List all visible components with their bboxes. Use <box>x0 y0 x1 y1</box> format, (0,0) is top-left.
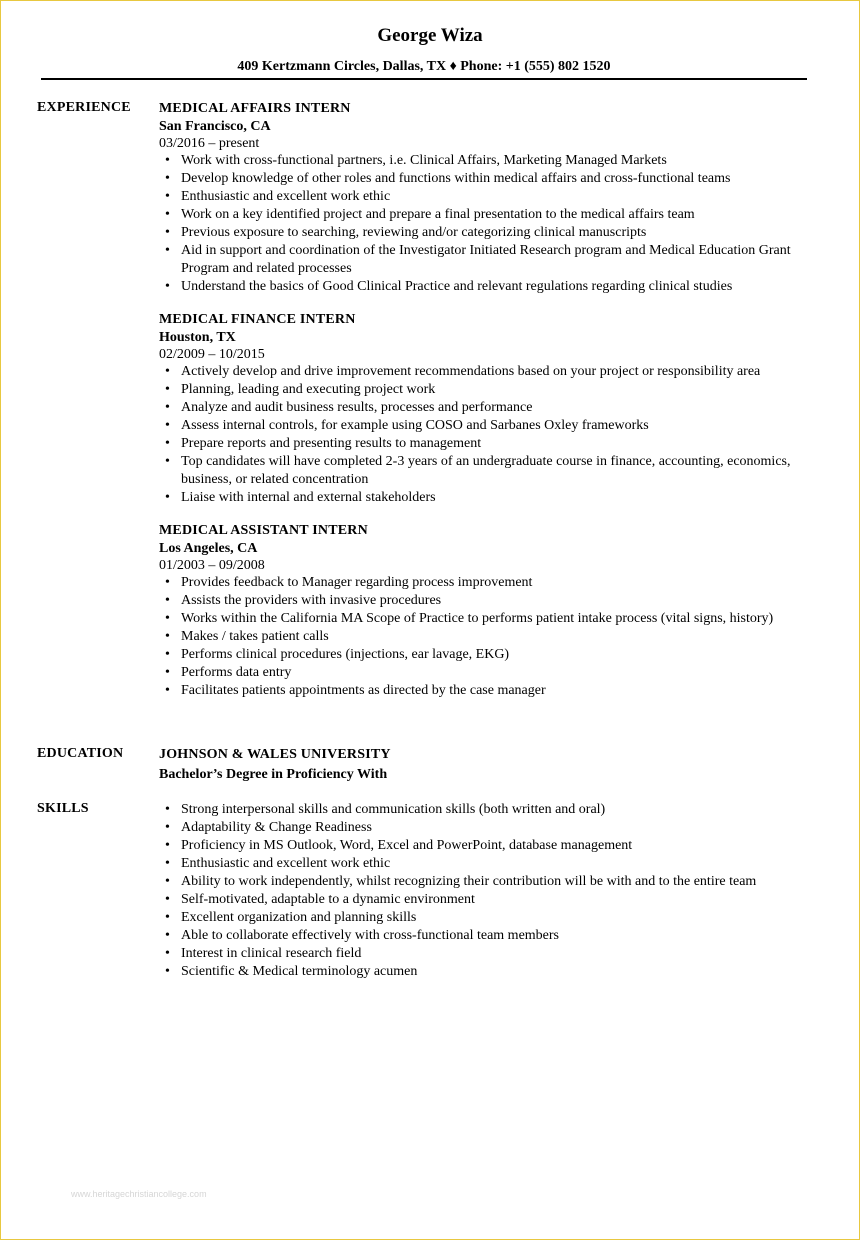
duty-item: • Previous exposure to searching, reviewing and/or categorizing clinical manuscripts <box>159 224 839 242</box>
duty-item: • Assess internal controls, for example using COSO and Sarbanes Oxley frameworks <box>159 417 839 435</box>
header-divider <box>41 78 807 80</box>
job-entry <box>159 311 839 507</box>
job-location: Houston, TX <box>159 330 236 345</box>
duty-item: • Provides feedback to Manager regarding process improvement <box>159 574 839 592</box>
job-entry <box>159 522 839 700</box>
duty-item: • Liaise with internal and external stakeholders <box>159 489 839 507</box>
skill-item: • Enthusiastic and excellent work ethic <box>159 855 839 873</box>
education-heading: EDUCATION <box>37 746 124 761</box>
degree-name: Bachelor’s Degree in Proficiency With <box>159 767 388 782</box>
duty-item: • Works within the California MA Scope of Practice to performs patient intake process (vital signs, history) <box>159 610 839 628</box>
contact-line: 409 Kertzmann Circles, Dallas, TX ♦ Phone: +1 (555) 802 1520 <box>237 59 611 74</box>
duty-item: • Enthusiastic and excellent work ethic <box>159 188 839 206</box>
duty-item: • Top candidates will have completed 2-3 years of an undergraduate course in finance, accounting, economics, business, or related concentration <box>159 453 839 489</box>
duty-item: • Analyze and audit business results, processes and performance <box>159 399 839 417</box>
skill-item: • Self-motivated, adaptable to a dynamic environment <box>159 891 839 909</box>
school-name: JOHNSON & WALES UNIVERSITY <box>159 747 391 762</box>
candidate-name: George Wiza <box>377 25 483 46</box>
duty-item: • Understand the basics of Good Clinical Practice and relevant regulations regarding clinical studies <box>159 278 839 296</box>
skills-body <box>159 801 839 981</box>
skill-item: • Interest in clinical research field <box>159 945 839 963</box>
job-title: MEDICAL ASSISTANT INTERN <box>159 523 368 538</box>
job-dates: 02/2009 – 10/2015 <box>159 347 265 362</box>
watermark: www.heritagechristiancollege.com <box>71 1189 207 1199</box>
job-dates: 01/2003 – 09/2008 <box>159 558 265 573</box>
skill-item: • Strong interpersonal skills and communication skills (both written and oral) <box>159 801 839 819</box>
job-duties <box>159 363 839 507</box>
job-title: MEDICAL FINANCE INTERN <box>159 312 356 327</box>
duty-item: • Assists the providers with invasive procedures <box>159 592 839 610</box>
skills-list <box>159 801 839 981</box>
skill-item: • Ability to work independently, whilst recognizing their contribution will be with and to the entire team <box>159 873 839 891</box>
job-title: MEDICAL AFFAIRS INTERN <box>159 101 351 116</box>
duty-item: • Work on a key identified project and prepare a final presentation to the medical affairs team <box>159 206 839 224</box>
duty-item: • Performs clinical procedures (injections, ear lavage, EKG) <box>159 646 839 664</box>
skill-item: • Excellent organization and planning skills <box>159 909 839 927</box>
duty-item: • Work with cross-functional partners, i.e. Clinical Affairs, Marketing Managed Markets <box>159 152 839 170</box>
skill-item: • Proficiency in MS Outlook, Word, Excel and PowerPoint, database management <box>159 837 839 855</box>
education-body <box>159 746 839 784</box>
duty-item: • Develop knowledge of other roles and functions within medical affairs and cross-functional teams <box>159 170 839 188</box>
duty-item: • Planning, leading and executing project work <box>159 381 839 399</box>
duty-item: • Makes / takes patient calls <box>159 628 839 646</box>
skill-item: • Adaptability & Change Readiness <box>159 819 839 837</box>
duty-item: • Facilitates patients appointments as directed by the case manager <box>159 682 839 700</box>
duty-item: • Prepare reports and presenting results to management <box>159 435 839 453</box>
skill-item: • Scientific & Medical terminology acumen <box>159 963 839 981</box>
duty-item: • Actively develop and drive improvement recommendations based on your project or responsibility area <box>159 363 839 381</box>
job-dates: 03/2016 – present <box>159 136 260 151</box>
skills-heading: SKILLS <box>37 801 89 816</box>
job-location: San Francisco, CA <box>159 119 271 134</box>
job-location: Los Angeles, CA <box>159 541 258 556</box>
experience-list <box>159 100 839 715</box>
duty-item: • Performs data entry <box>159 664 839 682</box>
duty-item: • Aid in support and coordination of the Investigator Initiated Research program and Medical Education Grant Program and related processes <box>159 242 839 278</box>
job-duties <box>159 152 839 296</box>
job-duties <box>159 574 839 700</box>
job-entry <box>159 100 839 296</box>
experience-heading: EXPERIENCE <box>37 100 131 115</box>
skill-item: • Able to collaborate effectively with cross-functional team members <box>159 927 839 945</box>
